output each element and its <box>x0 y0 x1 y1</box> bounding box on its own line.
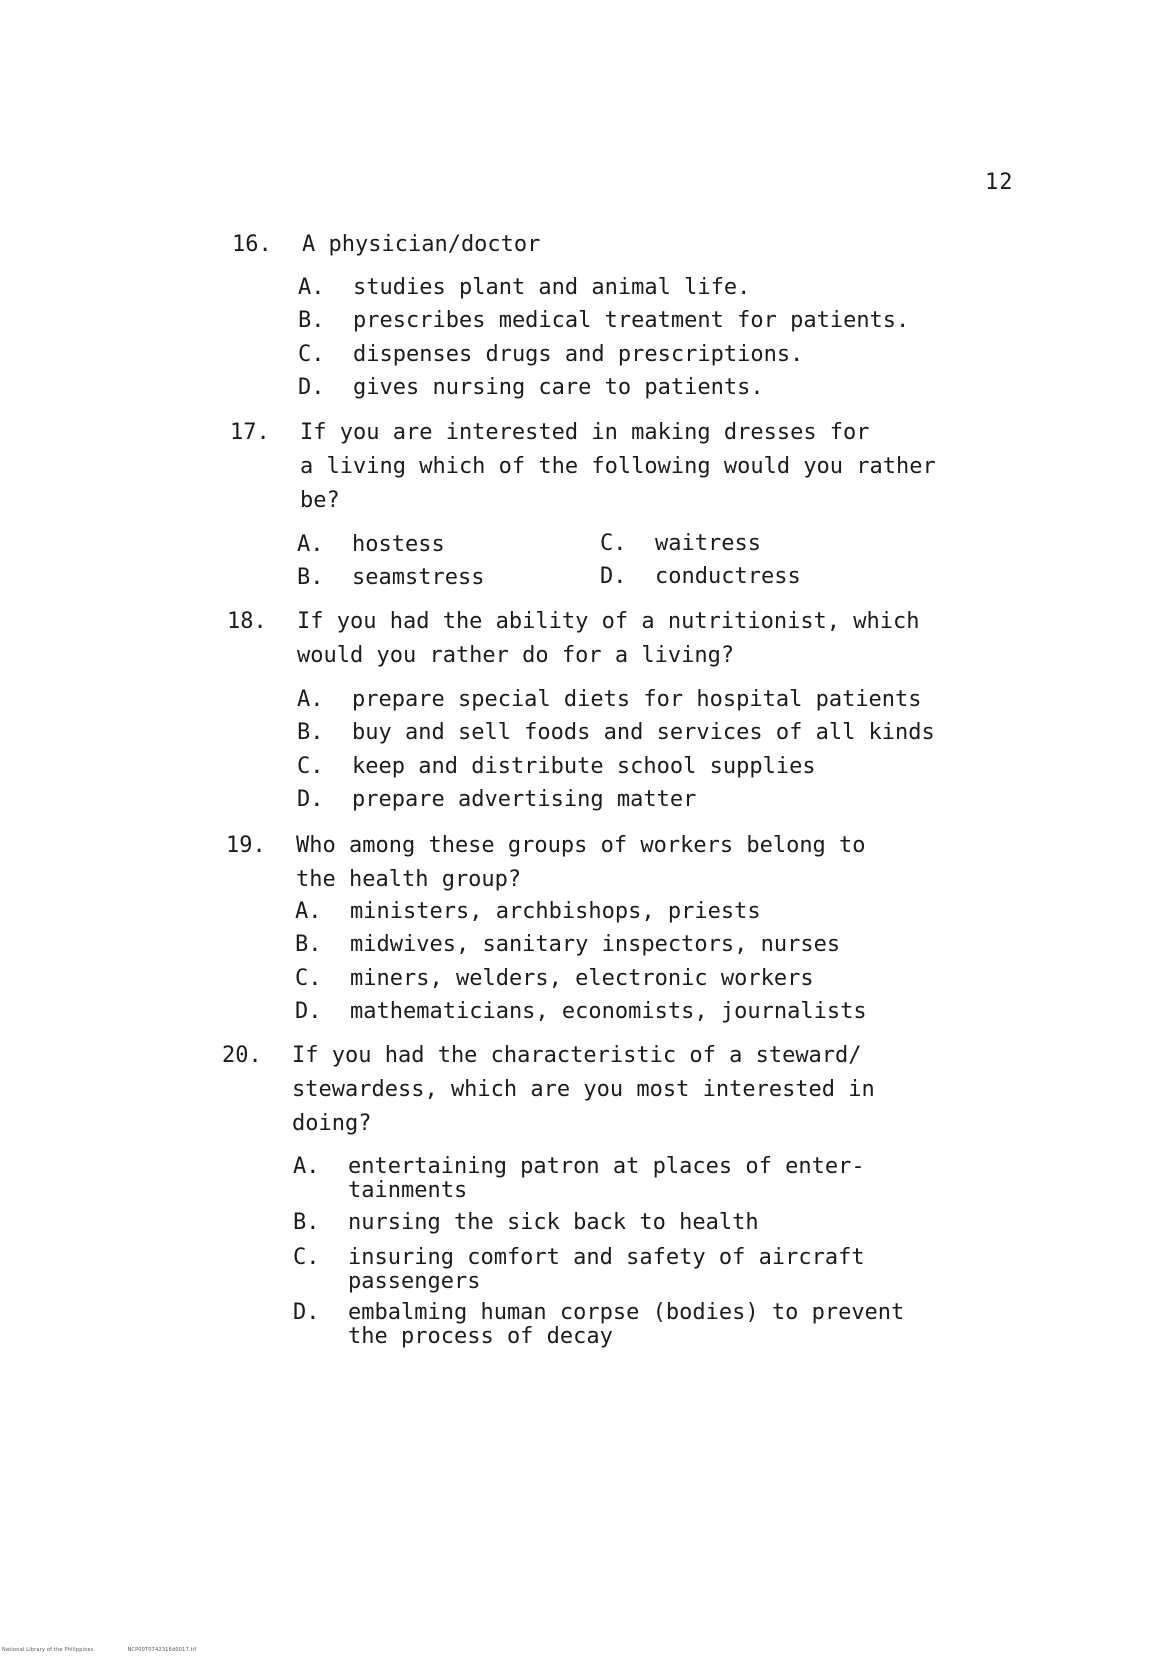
question-number: 18. <box>227 609 267 634</box>
option-letter: C. <box>600 531 627 556</box>
option-letter: B. <box>298 308 325 333</box>
option-letter: D. <box>297 787 324 812</box>
question-text: If you had the ability of a nutritionist, which would you rather do for a living? <box>297 609 920 668</box>
option-text: prepare advertising matter <box>352 787 697 812</box>
option-text: conductress <box>655 564 801 589</box>
option-letter: C. <box>298 342 325 367</box>
page-number: 12 <box>985 170 1014 195</box>
option-letter: C. <box>295 966 322 991</box>
option-text: miners, welders, electronic workers <box>350 966 814 991</box>
option-letter: A. <box>298 275 325 300</box>
option-letter: A. <box>297 687 324 712</box>
option-letter: D. <box>600 564 627 589</box>
option-text: prescribes medical treatment for patients. <box>353 308 910 333</box>
option-letter: A. <box>295 899 322 924</box>
option-text: keep and distribute school supplies <box>352 754 816 779</box>
option-text: embalming human corpse (bodies) to prevent the process of decay <box>348 1300 905 1349</box>
option-text: seamstress <box>352 565 485 590</box>
option-text: buy and sell foods and services of all kinds <box>352 720 935 745</box>
option-letter: B. <box>297 720 324 745</box>
option-letter: A. <box>297 532 324 557</box>
option-letter: B. <box>295 932 322 957</box>
question-text: If you are interested in making dresses for a living which of the following would you rather be? <box>300 420 936 513</box>
option-letter: C. <box>297 754 324 779</box>
option-text: midwives, sanitary inspectors, nurses <box>350 932 841 957</box>
option-text: gives nursing care to patients. <box>353 375 764 400</box>
question-number: 20. <box>222 1043 262 1068</box>
question-text: If you had the characteristic of a steward/ stewardess, which are you most interested in doing? <box>292 1043 875 1136</box>
scan-footer <box>2 1647 228 1653</box>
option-text: ministers, archbishops, priests <box>350 899 761 924</box>
question-number: 16. <box>232 232 272 257</box>
footer-file: NCP00T0742316d0017.tif <box>127 1647 197 1653</box>
option-letter: B. <box>293 1210 320 1235</box>
question-number: 19. <box>226 833 266 858</box>
footer-library: National Library of the Philippines <box>2 1647 94 1653</box>
option-text: waitress <box>655 531 761 556</box>
option-text: studies plant and animal life. <box>353 275 751 300</box>
question-text: Who among these groups of workers belong to the health group? <box>296 833 866 892</box>
option-letter: D. <box>293 1300 320 1325</box>
question-text: A physician/doctor <box>302 232 541 257</box>
option-text: nursing the sick back to health <box>348 1210 759 1235</box>
option-text: mathematicians, economists, journalists <box>350 999 867 1024</box>
option-letter: D. <box>298 375 325 400</box>
option-text: dispenses drugs and prescriptions. <box>353 342 804 367</box>
option-text: prepare special diets for hospital patients <box>352 687 922 712</box>
option-text: hostess <box>352 532 445 557</box>
option-letter: D. <box>295 999 322 1024</box>
option-letter: B. <box>297 565 324 590</box>
option-text: entertaining patron at places of enter- tainments <box>348 1154 865 1203</box>
option-text: insuring comfort and safety of aircraft passengers <box>348 1245 865 1294</box>
question-number: 17. <box>230 420 270 445</box>
option-letter: A. <box>293 1154 320 1179</box>
option-letter: C. <box>293 1245 320 1270</box>
